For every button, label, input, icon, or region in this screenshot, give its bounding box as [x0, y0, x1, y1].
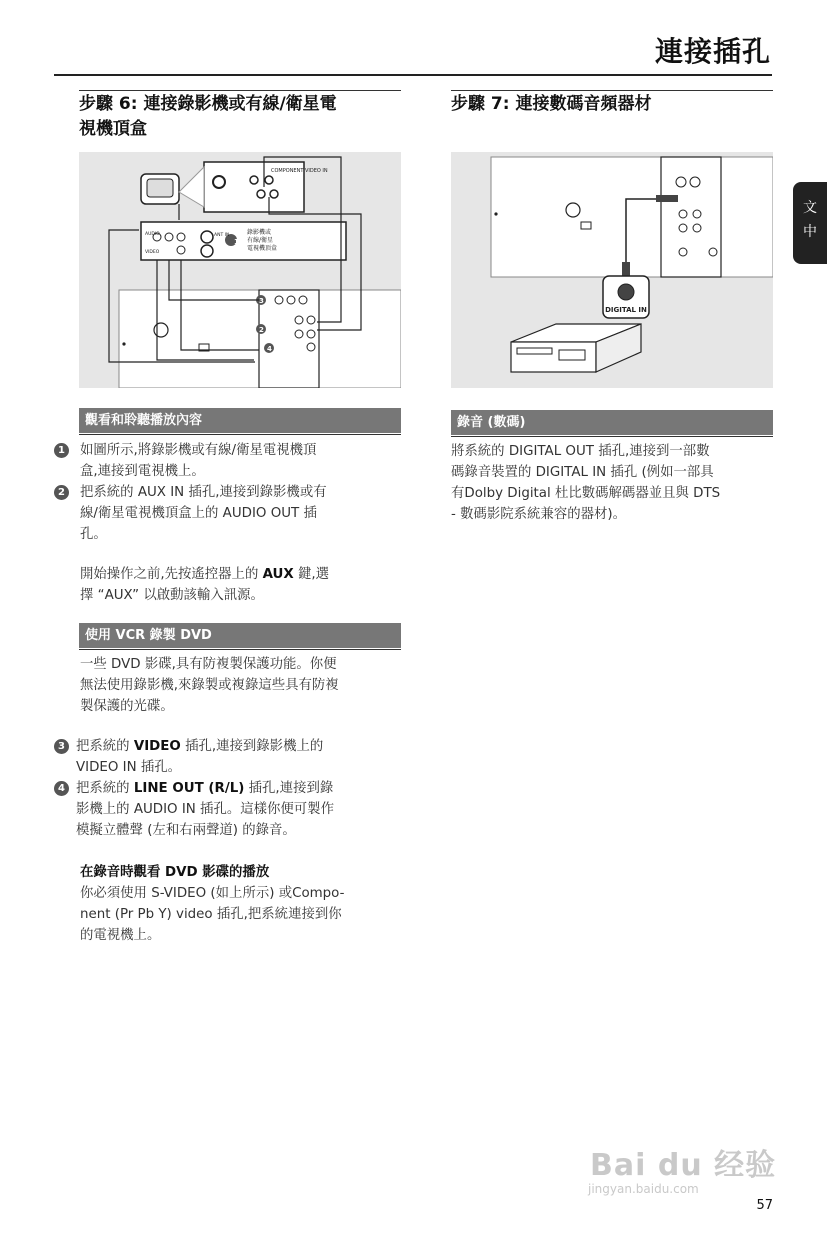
text-line: 的電視機上。: [80, 928, 161, 943]
page-number: 57: [756, 1198, 773, 1213]
text-line: 你必須使用 S-VIDEO (如上所示) 或Compo-: [80, 886, 345, 901]
left-heading: [79, 92, 409, 142]
language-tab-char: 文: [803, 200, 817, 216]
diagram-callout: 2: [259, 326, 264, 334]
diagram-callout: 4: [267, 345, 272, 353]
aux-note: [80, 564, 402, 606]
step-number-badge: 4: [54, 781, 69, 796]
list-item-text: [76, 778, 376, 841]
section-rule: [79, 434, 401, 435]
text-line: [80, 564, 402, 585]
left-heading-rule: [79, 90, 401, 91]
vcr-box: [141, 222, 346, 260]
ant-in-label: ANT IN: [214, 233, 230, 238]
list-item: [54, 440, 394, 482]
text-line: 把系統的 AUX IN 插孔,連接到錄影機或有: [80, 485, 327, 500]
text-line: 一些 DVD 影碟,具有防複製保護功能。你便: [80, 657, 337, 672]
text-line: 孔。: [80, 527, 107, 542]
text-run: 插孔,連接到錄影機上的: [180, 739, 324, 754]
component-video-label: COMPONENT VIDEO IN: [271, 168, 328, 174]
subsection-title: 在錄音時觀看 DVD 影碟的播放: [80, 865, 270, 880]
vcr-label-line: 有線/衛星: [247, 237, 274, 244]
main-unit-back: [491, 157, 773, 277]
text-line: 擇 “AUX” 以啟動該輸入訊源。: [80, 588, 264, 603]
section-rule: [451, 436, 773, 437]
right-heading: 步驟 7: 連接數碼音頻器材: [451, 94, 652, 114]
heading-line: 視機頂盒: [79, 119, 147, 139]
vcr-label-line: 錄影機或: [247, 229, 272, 236]
text-line: 碼錄音裝置的 DIGITAL IN 插孔 (例如一部具: [451, 465, 714, 480]
list-item-text: [80, 482, 380, 545]
digital-recording-paragraph: [451, 441, 781, 525]
section-title-viewing: 觀看和聆聽播放內容: [79, 408, 401, 433]
vcr-label-line: 電視機頂盒: [247, 245, 278, 252]
text-line: 模擬立體聲 (左和右兩聲道) 的錄音。: [76, 823, 296, 838]
text-line: VIDEO IN 插孔。: [76, 760, 182, 775]
text-line: - 數碼影院系統兼容的器材)。: [451, 507, 626, 522]
page-title: 連接插孔: [654, 35, 771, 68]
copy-protection-paragraph: [80, 654, 404, 717]
list-item: [54, 736, 404, 778]
baidu-watermark: Bai du 经验: [590, 1148, 777, 1183]
right-heading-rule: [451, 90, 773, 91]
vcr-diagram-drawing: [79, 152, 401, 388]
digital-audio-connection-diagram: [451, 152, 773, 388]
vcr-connection-diagram: [79, 152, 401, 388]
list-item: [54, 482, 394, 545]
language-tab-char: 中: [803, 224, 817, 240]
text-run: 開始操作之前,先按遙控器上的: [80, 567, 263, 582]
diagram-callout: 1: [234, 238, 239, 246]
digital-diagram-drawing: [451, 152, 773, 388]
digital-in-label: DIGITAL IN: [605, 306, 647, 314]
video-jack-label: VIDEO: [145, 250, 160, 255]
audio-jack-label: AUDIO: [145, 232, 160, 237]
text-line: 將系統的 DIGITAL OUT 插孔,連接到一部數: [451, 444, 710, 459]
line-out-jack-name: LINE OUT (R/L): [133, 781, 245, 796]
text-line: 盒,連接到電視機上。: [80, 464, 205, 479]
video-jack-name: VIDEO: [133, 739, 181, 754]
aux-key-label: AUX: [262, 567, 294, 582]
watch-while-recording-section: [80, 862, 404, 946]
list-item-text: [80, 440, 380, 482]
section-rule: [79, 649, 401, 650]
step-number-badge: 2: [54, 485, 69, 500]
list-item: [54, 778, 404, 841]
watermark-url: jingyan.baidu.com: [588, 1182, 699, 1196]
list-item-text: [76, 736, 376, 778]
text-line: [76, 736, 376, 757]
text-line: 如圖所示,將錄影機或有線/衛星電視機頂: [80, 443, 317, 458]
text-line: [76, 778, 376, 799]
text-line: 影機上的 AUDIO IN 插孔。這樣你便可製作: [76, 802, 334, 817]
text-run: 把系統的: [76, 739, 134, 754]
step-number-badge: 1: [54, 443, 69, 458]
section-title-vcr-recording: 使用 VCR 錄製 DVD: [79, 623, 401, 648]
text-line: 製保護的光碟。: [80, 699, 174, 714]
step-number-badge: 3: [54, 739, 69, 754]
section-title-digital-recording: 錄音 (數碼): [451, 410, 773, 435]
language-tab[interactable]: [793, 182, 827, 264]
text-run: 插孔,連接到錄: [244, 781, 334, 796]
text-run: 鍵,選: [293, 567, 330, 582]
header-rule: [54, 74, 772, 76]
text-line: 線/衛星電視機頂盒上的 AUDIO OUT 插: [80, 506, 317, 521]
text-line: 有Dolby Digital 杜比數碼解碼器並且與 DTS: [451, 486, 721, 501]
diagram-callout: 3: [259, 297, 264, 305]
heading-line: 步驟 6: 連接錄影機或有線/衛星電: [79, 94, 337, 114]
text-line: 無法使用錄影機,來錄製或複錄這些具有防複: [80, 678, 339, 693]
text-line: nent (Pr Pb Y) video 插孔,把系統連接到你: [80, 907, 342, 922]
text-run: 把系統的: [76, 781, 134, 796]
